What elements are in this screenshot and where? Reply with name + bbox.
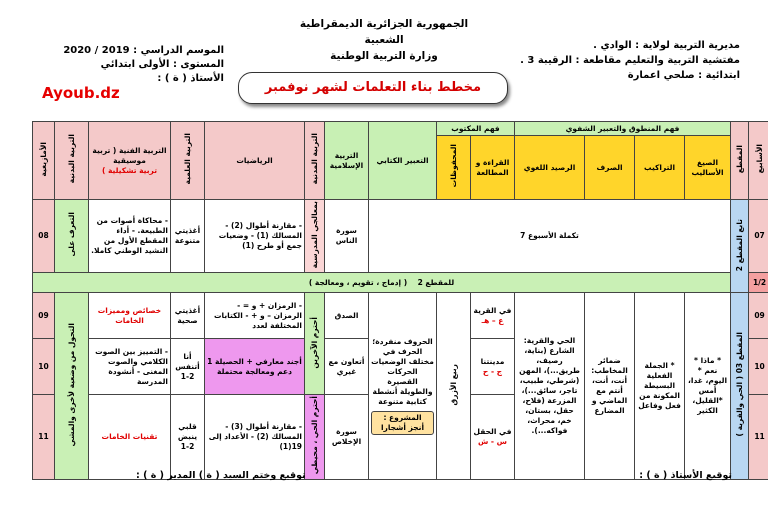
col-structures: التراكيب (635, 136, 685, 200)
col-oral: فهم المنطوق والتعبير الشفوي (515, 122, 731, 136)
col-civic: التربية المدنية (305, 122, 325, 200)
season: الموسم الدراسي : 2019 / 2020 (63, 45, 224, 56)
s3-civic-2: أحترم الحي ، محيطي (305, 395, 325, 479)
s3-writing: الحروف منفردة؛ الحرف في مختلف الوضعيات الحركات القصيرة والطويلة أنشطة كتابية متنوعة المشروع : أنجز أشجارا (369, 293, 437, 479)
col-amazigh: الأمازيغية (33, 122, 55, 200)
col-morphology: الصرف (585, 136, 635, 200)
s3-civic: أحترم الآخرين (305, 293, 325, 395)
col-science: التربية العلمية (171, 122, 205, 200)
brand-logo: Ayoub.dz (42, 84, 120, 102)
w07-civic: بمعالجي المدرسية (305, 200, 325, 273)
col-reading: القراءة و المطالعة (471, 136, 515, 200)
w11-art: تقنيات الخامات (89, 395, 171, 479)
w10-amazigh: 10 (33, 339, 55, 395)
col-written: فهم المكتوب (437, 122, 515, 136)
w11-science: قلبي ينبض 2-1 (171, 395, 205, 479)
s3-physical: التحول من وضعية لأخرى والمشي (55, 293, 89, 479)
w07-art: - محاكاة أصوات من الطبيعة. - أداء المقطع الأول من النشيد الوطني كاملا. (89, 200, 171, 273)
school-name: ابتدائية : صلحي اعمارة (627, 70, 740, 81)
directorate: مديرية التربية لولاية : الوادي . (593, 40, 740, 51)
col-writing: التعبير الكتابي (369, 122, 437, 200)
s3-morphology: ضمائر المخاطب: أنت، أنت، أنتم مع الماضي و المضارع (585, 293, 635, 479)
plan-table (32, 121, 768, 480)
col-week: الأسابيع (749, 122, 768, 200)
week-11: 11 (749, 395, 768, 479)
w11-amazigh: 11 (33, 395, 55, 479)
week-07: 07 (749, 200, 768, 273)
header-center (284, 16, 484, 64)
col-vocab: الرصيد اللغوي (515, 136, 585, 200)
w09-art: خصائص ومميزات الخامات (89, 293, 171, 339)
w07-physical: التعرف على (55, 200, 89, 273)
w10-art: - التمييز بين الصوت الكلامي والصوت المغنى - أنشودة المدرسة (89, 339, 171, 395)
republic-title: الجمهورية الجزائرية الديمقراطية الشعبية (299, 18, 469, 46)
w07-islamic: سورة الناس (325, 200, 369, 273)
s3-reading-1: في القرية ع – هـ (471, 293, 515, 339)
col-forms: الصيغ الأساليب (685, 136, 731, 200)
w11-math: - مقارنة أطوال (3) - المسالك (2) - الأعداد إلى 19(1) (205, 395, 305, 479)
s3-forms: * ماذا * نعم * اليوم، غدا، أمس *القليل، الكثير (685, 293, 731, 479)
page-title: مخطط بناء التعلمات لشهر نوفمبر (238, 72, 508, 104)
week-09: 09 (749, 293, 768, 339)
w07-amazigh: 08 (33, 200, 55, 273)
s3-reading-3: في الحقل س - ش (471, 395, 515, 479)
inspectorate: مفتشية التربية والتعليم مقاطعة : الرقيبة 3 . (520, 55, 740, 66)
w09-amazigh: 09 (33, 293, 55, 339)
level: المستوى : الأولى ابتدائي (100, 59, 224, 70)
w07-science: أغذيتي متنوعة (171, 200, 205, 273)
w10-islamic: أتعاون مع غيري (325, 339, 369, 395)
week-1-2: 1/2 (749, 273, 768, 293)
s3-vocab: الحي والقرية: الشارع (بناية، رصيف، طريق...)، المهن (شرطي، طبيب، تاجر، سائق...)، المزرعة (فلاح، حقل، بستان، خم، محراث، فواكه...). (515, 293, 585, 479)
teacher-signature: توقيع الأستاذ ( ة ) : (639, 470, 732, 481)
director-signature: توقيع وختم السيد ( ة ) المدير ( ة ) : (136, 470, 306, 481)
teacher-label: الأستاذ ( ة ) : (157, 73, 224, 84)
col-islamic: التربية الإسلامية (325, 122, 369, 200)
integration-row: للمقطع 2 ( إدماج ، تقويم ، ومعالجة ) (33, 273, 731, 293)
w09-science: أغذيتي صحية (171, 293, 205, 339)
w09-islamic: الصدق (325, 293, 369, 339)
col-physical: التربية البدنية (55, 122, 89, 200)
w10-science: أنا أتنفس 2-1 (171, 339, 205, 395)
ministry-title: وزارة التربية الوطنية (330, 50, 438, 62)
week-10: 10 (749, 339, 768, 395)
w07-math: - مقارنة أطوال (2) - المسالك (1) - وضعيات جمع أو طرح (1) (205, 200, 305, 273)
project-box: المشروع : أنجز أشجارا (371, 411, 434, 435)
segment-3: المقطع 03 ( الحي والقرية ) (731, 293, 749, 479)
segment-2-cont: تابع المقطع 2 (731, 200, 749, 293)
w09-math: - الرمزان + و = - الرمزان – و + - الكتابات المختلفة لعدد (205, 293, 305, 339)
s3-reading-2: مدينتنا ج - ح (471, 339, 515, 395)
week-07-review: تكملة الأسبوع 7 (369, 200, 731, 273)
col-math: الرياضيات (205, 122, 305, 200)
w11-islamic: سورة الإخلاص (325, 395, 369, 479)
col-memorize: المحفوظات (437, 136, 471, 200)
col-art: التربية الفنية ( تربية موسيقية تربية تشكيلية ) (89, 122, 171, 200)
w10-math: أجند معارفي + الحصيلة 1 دعم ومعالجة محتملة (205, 339, 305, 395)
s3-memorize: ربيع الأزرق (437, 293, 471, 479)
header-left (24, 44, 224, 86)
header-right (510, 38, 740, 83)
s3-structures: * الجملة الفعلية البسيطة المكونة من فعل وفاعل (635, 293, 685, 479)
col-segment: المقطع (731, 122, 749, 200)
